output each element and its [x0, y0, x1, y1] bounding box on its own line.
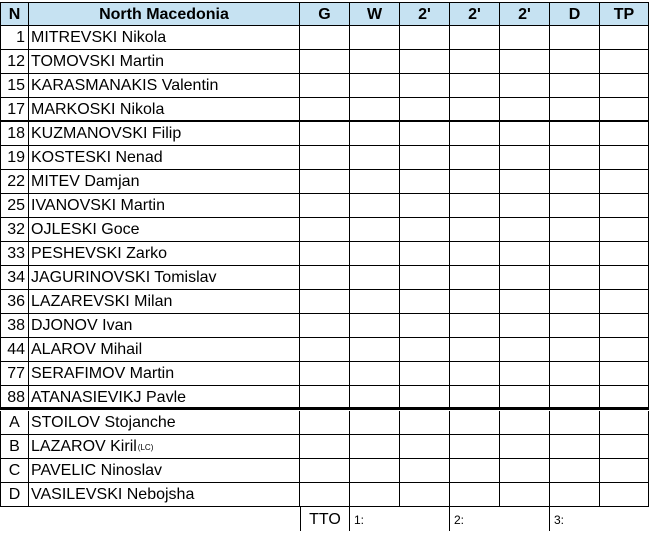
- suspension-2-cell: [450, 435, 500, 459]
- player-number: 32: [0, 218, 29, 242]
- header-number: N: [0, 2, 29, 26]
- player-name: [29, 122, 300, 146]
- name-text: KARASMANAKIS Valentin: [31, 77, 219, 94]
- suspension-3-cell: [500, 411, 550, 435]
- disqualification-cell: [550, 290, 600, 314]
- player-name: [29, 266, 300, 290]
- suspension-1-cell: [400, 218, 450, 242]
- suspension-2-cell: [450, 314, 500, 338]
- suspension-3-cell: [500, 98, 550, 122]
- suspension-1-cell: [400, 338, 450, 362]
- player-name: [29, 314, 300, 338]
- player-row: [0, 74, 649, 98]
- suspension-2-cell: [450, 242, 500, 266]
- team-points-cell: [600, 218, 649, 242]
- name-text: JAGURINOVSKI Tomislav: [31, 269, 217, 286]
- player-number: 44: [0, 338, 29, 362]
- goals-cell: [300, 411, 350, 435]
- player-name: [29, 242, 300, 266]
- suspension-2-cell: [450, 459, 500, 483]
- official-name: [29, 483, 300, 507]
- suspension-1-cell: [400, 194, 450, 218]
- suspension-3-cell: [500, 26, 550, 50]
- suspension-3-cell: [500, 338, 550, 362]
- warning-cell: [350, 218, 400, 242]
- official-letter: D: [0, 483, 29, 507]
- player-row: [0, 122, 649, 146]
- goals-cell: [300, 146, 350, 170]
- header-team-points: TP: [600, 2, 649, 26]
- suspension-3-cell: [500, 122, 550, 146]
- suspension-1-cell: [400, 411, 450, 435]
- team-points-cell: [600, 266, 649, 290]
- suspension-1-cell: [400, 386, 450, 410]
- official-row: [0, 435, 649, 459]
- player-row: [0, 266, 649, 290]
- team-points-cell: [600, 122, 649, 146]
- disqualification-cell: [550, 122, 600, 146]
- suspension-3-cell: [500, 218, 550, 242]
- name-text: VASILEVSKI Nebojsha: [31, 486, 195, 503]
- player-row: [0, 362, 649, 386]
- suspension-3-cell: [500, 435, 550, 459]
- disqualification-cell: [550, 435, 600, 459]
- team-points-cell: [600, 314, 649, 338]
- goals-cell: [300, 26, 350, 50]
- team-points-cell: [600, 338, 649, 362]
- name-text: MARKOSKI Nikola: [31, 101, 165, 118]
- suspension-2-cell: [450, 50, 500, 74]
- name-text: KUZMANOVSKI Filip: [31, 125, 182, 142]
- player-name: [29, 98, 300, 122]
- player-row: [0, 338, 649, 362]
- warning-cell: [350, 362, 400, 386]
- goals-cell: [300, 266, 350, 290]
- goals-cell: [300, 194, 350, 218]
- team-points-cell: [600, 290, 649, 314]
- timeout-slot-3: 3:: [554, 513, 565, 527]
- team-points-cell: [600, 74, 649, 98]
- official-row: [0, 411, 649, 435]
- player-row: [0, 242, 649, 266]
- player-row: [0, 98, 649, 122]
- suspension-1-cell: [400, 146, 450, 170]
- suspension-3-cell: [500, 146, 550, 170]
- suspension-3-cell: [500, 170, 550, 194]
- player-row: [0, 26, 649, 50]
- player-number: 36: [0, 290, 29, 314]
- suspension-2-cell: [450, 483, 500, 507]
- name-text: ATANASIEVIKJ Pavle: [31, 389, 187, 406]
- goals-cell: [300, 122, 350, 146]
- header-row: [0, 2, 649, 26]
- disqualification-cell: [550, 98, 600, 122]
- warning-cell: [350, 98, 400, 122]
- timeout-row: [0, 507, 649, 531]
- player-name: [29, 26, 300, 50]
- goals-cell: [300, 386, 350, 410]
- name-text: IVANOVSKI Martin: [31, 197, 165, 214]
- goals-cell: [300, 362, 350, 386]
- player-number: 12: [0, 50, 29, 74]
- player-number: 17: [0, 98, 29, 122]
- header-suspension-2: 2': [450, 2, 500, 26]
- name-text: MITEV Damjan: [31, 173, 140, 190]
- player-number: 38: [0, 314, 29, 338]
- disqualification-cell: [550, 411, 600, 435]
- suspension-2-cell: [450, 98, 500, 122]
- suspension-2-cell: [450, 266, 500, 290]
- player-name: [29, 362, 300, 386]
- warning-cell: [350, 338, 400, 362]
- player-row: [0, 194, 649, 218]
- disqualification-cell: [550, 386, 600, 410]
- warning-cell: [350, 314, 400, 338]
- goals-cell: [300, 314, 350, 338]
- official-name: [29, 435, 300, 459]
- official-role-tag: (LC): [137, 443, 154, 452]
- player-name: [29, 74, 300, 98]
- suspension-3-cell: [500, 459, 550, 483]
- name-text: MITREVSKI Nikola: [31, 29, 167, 46]
- warning-cell: [350, 26, 400, 50]
- warning-cell: [350, 194, 400, 218]
- suspension-1-cell: [400, 362, 450, 386]
- team-points-cell: [600, 386, 649, 410]
- player-number: 77: [0, 362, 29, 386]
- disqualification-cell: [550, 338, 600, 362]
- suspension-2-cell: [450, 386, 500, 410]
- goals-cell: [300, 290, 350, 314]
- player-row: [0, 290, 649, 314]
- header-suspension-3: 2': [500, 2, 550, 26]
- header-disqualification: D: [550, 2, 600, 26]
- disqualification-cell: [550, 74, 600, 98]
- suspension-1-cell: [400, 483, 450, 507]
- suspension-3-cell: [500, 242, 550, 266]
- player-name: [29, 50, 300, 74]
- warning-cell: [350, 50, 400, 74]
- team-points-cell: [600, 411, 649, 435]
- team-points-cell: [600, 146, 649, 170]
- disqualification-cell: [550, 194, 600, 218]
- player-name: [29, 290, 300, 314]
- official-letter: C: [0, 459, 29, 483]
- suspension-3-cell: [500, 50, 550, 74]
- goals-cell: [300, 435, 350, 459]
- disqualification-cell: [550, 362, 600, 386]
- warning-cell: [350, 146, 400, 170]
- disqualification-cell: [550, 170, 600, 194]
- header-goals: G: [300, 2, 350, 26]
- name-text: DJONOV Ivan: [31, 317, 133, 334]
- goals-cell: [300, 218, 350, 242]
- warning-cell: [350, 386, 400, 410]
- player-row: [0, 386, 649, 410]
- team-points-cell: [600, 483, 649, 507]
- suspension-1-cell: [400, 26, 450, 50]
- suspension-1-cell: [400, 435, 450, 459]
- official-letter: B: [0, 435, 29, 459]
- goals-cell: [300, 459, 350, 483]
- name-text: LAZAREVSKI Milan: [31, 293, 173, 310]
- player-number: 19: [0, 146, 29, 170]
- official-letter: A: [0, 411, 29, 435]
- suspension-2-cell: [450, 26, 500, 50]
- warning-cell: [350, 435, 400, 459]
- warning-cell: [350, 170, 400, 194]
- warning-cell: [350, 266, 400, 290]
- official-name: [29, 459, 300, 483]
- disqualification-cell: [550, 266, 600, 290]
- suspension-1-cell: [400, 266, 450, 290]
- disqualification-cell: [550, 242, 600, 266]
- suspension-3-cell: [500, 194, 550, 218]
- header-team-name: North Macedonia: [29, 2, 300, 26]
- player-row: [0, 170, 649, 194]
- suspension-2-cell: [450, 194, 500, 218]
- warning-cell: [350, 74, 400, 98]
- name-text: PESHEVSKI Zarko: [31, 245, 168, 262]
- player-number: 88: [0, 386, 29, 410]
- team-points-cell: [600, 26, 649, 50]
- disqualification-cell: [550, 218, 600, 242]
- player-number: 22: [0, 170, 29, 194]
- player-number: 33: [0, 242, 29, 266]
- suspension-3-cell: [500, 386, 550, 410]
- goals-cell: [300, 483, 350, 507]
- suspension-3-cell: [500, 362, 550, 386]
- suspension-1-cell: [400, 459, 450, 483]
- player-number: 1: [0, 26, 29, 50]
- suspension-1-cell: [400, 98, 450, 122]
- player-row: [0, 50, 649, 74]
- name-text: ALAROV Mihail: [31, 341, 143, 358]
- suspension-2-cell: [450, 338, 500, 362]
- suspension-3-cell: [500, 266, 550, 290]
- warning-cell: [350, 411, 400, 435]
- goals-cell: [300, 170, 350, 194]
- warning-cell: [350, 483, 400, 507]
- name-text: TOMOVSKI Martin: [31, 53, 165, 70]
- suspension-2-cell: [450, 122, 500, 146]
- suspension-3-cell: [500, 483, 550, 507]
- disqualification-cell: [550, 314, 600, 338]
- player-row: [0, 218, 649, 242]
- warning-cell: [350, 290, 400, 314]
- goals-cell: [300, 74, 350, 98]
- goals-cell: [300, 50, 350, 74]
- official-row: [0, 483, 649, 507]
- warning-cell: [350, 242, 400, 266]
- name-text: SERAFIMOV Martin: [31, 365, 175, 382]
- warning-cell: [350, 459, 400, 483]
- team-points-cell: [600, 362, 649, 386]
- timeout-label: TTO: [300, 507, 350, 531]
- suspension-1-cell: [400, 74, 450, 98]
- team-points-cell: [600, 98, 649, 122]
- goals-cell: [300, 242, 350, 266]
- disqualification-cell: [550, 483, 600, 507]
- suspension-2-cell: [450, 290, 500, 314]
- name-text: PAVELIC Ninoslav: [31, 462, 163, 479]
- player-name: [29, 170, 300, 194]
- suspension-2-cell: [450, 411, 500, 435]
- player-name: [29, 146, 300, 170]
- suspension-1-cell: [400, 314, 450, 338]
- team-points-cell: [600, 435, 649, 459]
- player-number: 25: [0, 194, 29, 218]
- team-points-cell: [600, 50, 649, 74]
- player-number: 15: [0, 74, 29, 98]
- team-points-cell: [600, 170, 649, 194]
- suspension-1-cell: [400, 170, 450, 194]
- official-name: [29, 411, 300, 435]
- suspension-2-cell: [450, 362, 500, 386]
- header-warning: W: [350, 2, 400, 26]
- name-text: LAZAROV Kiril: [31, 438, 137, 455]
- suspension-3-cell: [500, 74, 550, 98]
- suspension-1-cell: [400, 290, 450, 314]
- name-text: KOSTESKI Nenad: [31, 149, 163, 166]
- warning-cell: [350, 122, 400, 146]
- disqualification-cell: [550, 146, 600, 170]
- team-points-cell: [600, 194, 649, 218]
- suspension-2-cell: [450, 218, 500, 242]
- goals-cell: [300, 338, 350, 362]
- suspension-1-cell: [400, 242, 450, 266]
- player-number: 34: [0, 266, 29, 290]
- suspension-2-cell: [450, 146, 500, 170]
- team-points-cell: [600, 459, 649, 483]
- player-name: [29, 218, 300, 242]
- official-row: [0, 459, 649, 483]
- timeout-slot-2: 2:: [450, 507, 550, 531]
- suspension-1-cell: [400, 122, 450, 146]
- disqualification-cell: [550, 26, 600, 50]
- player-name: [29, 338, 300, 362]
- suspension-1-cell: [400, 50, 450, 74]
- player-row: [0, 314, 649, 338]
- name-text: OJLESKI Goce: [31, 221, 140, 238]
- disqualification-cell: [550, 459, 600, 483]
- name-text: STOILOV Stojanche: [31, 414, 176, 431]
- suspension-2-cell: [450, 170, 500, 194]
- timeout-slot-1: 1:: [350, 507, 450, 531]
- player-name: [29, 386, 300, 410]
- goals-cell: [300, 98, 350, 122]
- header-suspension-1: 2': [400, 2, 450, 26]
- suspension-3-cell: [500, 290, 550, 314]
- suspension-2-cell: [450, 74, 500, 98]
- suspension-3-cell: [500, 314, 550, 338]
- player-name: [29, 194, 300, 218]
- player-row: [0, 146, 649, 170]
- disqualification-cell: [550, 50, 600, 74]
- team-points-cell: [600, 242, 649, 266]
- player-number: 18: [0, 122, 29, 146]
